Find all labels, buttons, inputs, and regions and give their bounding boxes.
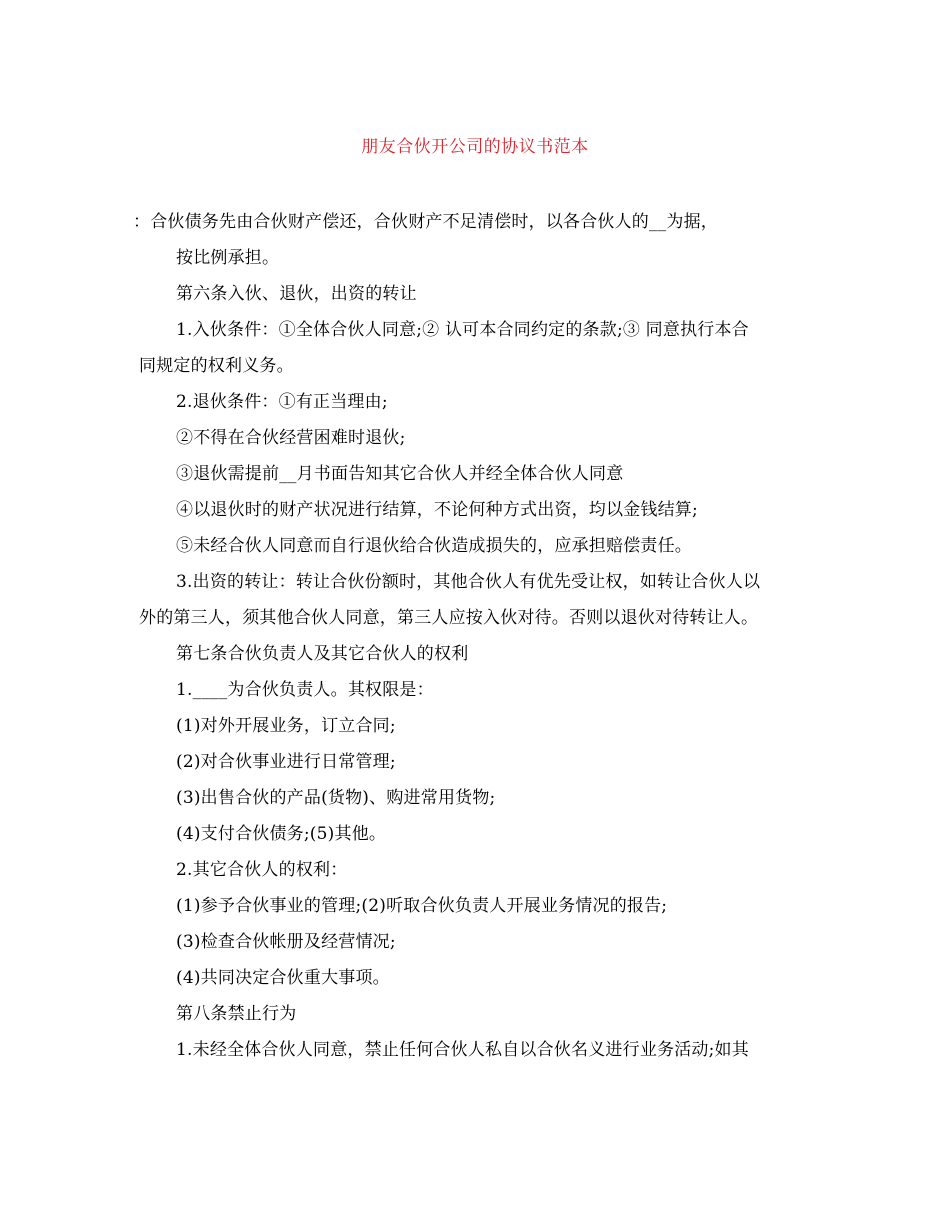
paragraph-line: (2)对合伙事业进行日常管理;: [176, 752, 396, 772]
paragraph-line: (1)参予合伙事业的管理;(2)听取合伙负责人开展业务情况的报告;: [176, 896, 668, 916]
paragraph-line: (4)共同决定合伙重大事项。: [176, 968, 390, 988]
paragraph-line: (3)出售合伙的产品(货物)、购进常用货物;: [176, 788, 496, 808]
paragraph-line: 2.其它合伙人的权利：: [176, 860, 348, 880]
paragraph-line: 2.退伙条件：①有正当理由;: [176, 392, 388, 412]
paragraph-line: 按比例承担。: [176, 248, 280, 268]
paragraph-line: 1.____为合伙负责人。其权限是：: [176, 680, 434, 700]
paragraph-line: ④以退伙时的财产状况进行结算，不论何种方式出资，均以金钱结算;: [176, 500, 698, 520]
paragraph-line: (4)支付合伙债务;(5)其他。: [176, 824, 387, 844]
paragraph-line: 1.未经全体合伙人同意，禁止任何合伙人私自以合伙名义进行业务活动;如其: [176, 1040, 749, 1060]
paragraph-line: 3.出资的转让：转让合伙份额时，其他合伙人有优先受让权，如转让合伙人以: [176, 572, 761, 592]
paragraph-line: ⑤未经合伙人同意而自行退伙给合伙造成损失的，应承担赔偿责任。: [176, 536, 692, 556]
paragraph-line: ②不得在合伙经营困难时退伙;: [176, 428, 406, 448]
section-heading: 第八条禁止行为: [176, 1004, 297, 1024]
paragraph-line: (1)对外开展业务，订立合同;: [176, 716, 396, 736]
paragraph-line: ③退伙需提前__月书面告知其它合伙人并经全体合伙人同意: [176, 464, 624, 484]
section-heading: 第六条入伙、退伙，出资的转让: [176, 284, 417, 304]
section-heading: 第七条合伙负责人及其它合伙人的权利: [176, 644, 469, 664]
paragraph-line: 1.入伙条件：①全体合伙人同意;② 认可本合同约定的条款;③ 同意执行本合: [176, 320, 749, 340]
paragraph-line: 外的第三人，须其他合伙人同意，第三人应按入伙对待。否则以退伙对待转让人。: [139, 608, 759, 628]
paragraph-line: 同规定的权利义务。: [139, 356, 294, 376]
document-body: [133, 204, 809, 1068]
document-title: 朋友合伙开公司的协议书范本: [361, 137, 589, 157]
paragraph-line: ：合伙债务先由合伙财产偿还，合伙财产不足清偿时，以各合伙人的__为据，: [133, 212, 718, 232]
paragraph-line: (3)检查合伙帐册及经营情况;: [176, 932, 396, 952]
